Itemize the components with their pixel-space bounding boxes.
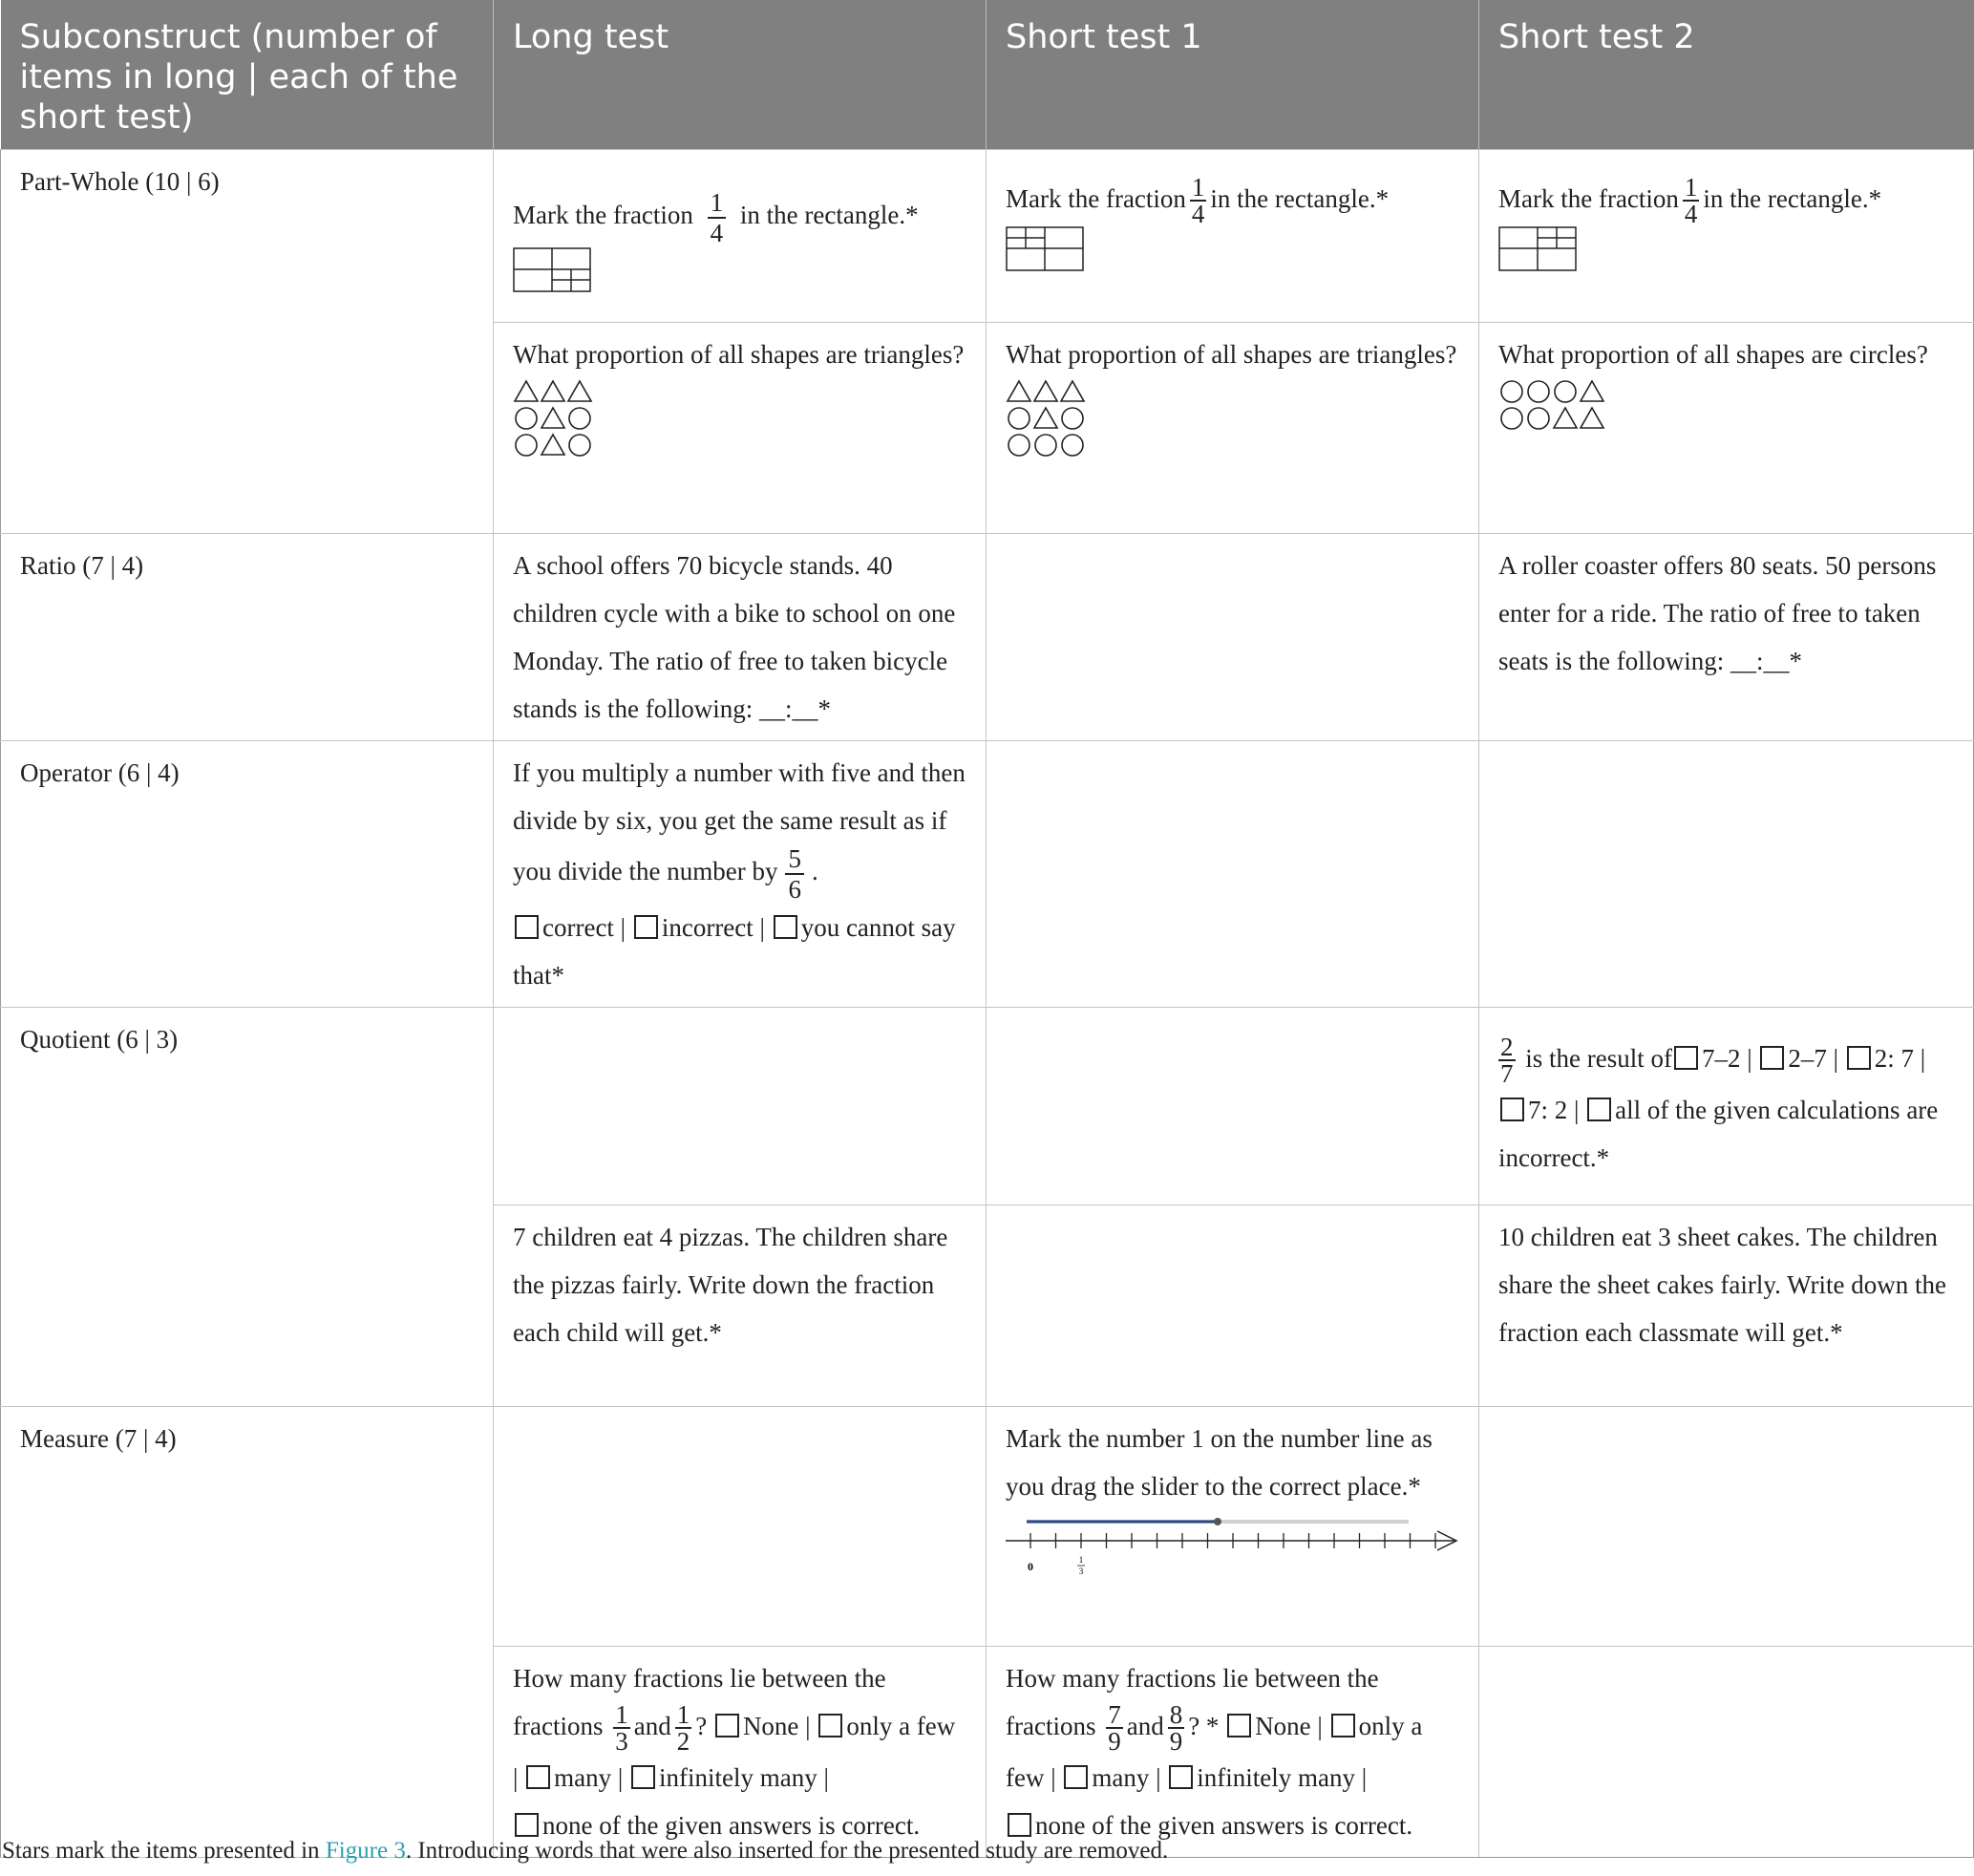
quotient-short2-sharing: 10 children eat 3 sheet cakes. The children share the sheet cakes fairly. Write down the fraction each classmate will get.* xyxy=(1479,1204,1974,1406)
fraction-one-third: $\frac{1}{3}$ xyxy=(615,1700,628,1757)
circle-icon xyxy=(1008,435,1029,456)
header-subconstruct: Subconstruct (number of items in long | each of the short test) xyxy=(1,0,494,149)
checkbox-none-correct[interactable] xyxy=(515,1813,539,1837)
header-row xyxy=(1,0,1974,149)
measure-long-empty xyxy=(494,1406,987,1646)
circle-icon xyxy=(569,435,590,456)
part-whole-long-rectangle: Mark the fraction $\frac{1}{4}$ in the rectangle.* xyxy=(494,149,987,322)
fraction-one-half: $\frac{1}{2}$ xyxy=(676,1700,690,1757)
header-long-test: Long test xyxy=(494,0,987,149)
checkbox-none[interactable] xyxy=(1227,1714,1251,1737)
number-line-zero: 0 xyxy=(1028,1559,1033,1573)
measure-short2-empty xyxy=(1479,1646,1974,1858)
quotient-long-empty xyxy=(494,1007,987,1204)
checkbox-correct[interactable] xyxy=(515,915,539,939)
triangle-icon xyxy=(541,435,564,455)
quotient-short1-empty xyxy=(987,1204,1479,1406)
table-caption: Stars mark the items presented in Figure 3. Introducing words that were also inserted for the presented study are removed. xyxy=(2,1838,1169,1864)
circle-icon xyxy=(516,435,537,456)
checkbox-7-div-2[interactable] xyxy=(1500,1098,1524,1121)
circle-icon xyxy=(1501,408,1522,429)
checkbox-only-a-few[interactable] xyxy=(818,1714,842,1737)
circle-icon xyxy=(1008,408,1029,429)
checkbox-infinitely-many[interactable] xyxy=(631,1765,655,1789)
quotient-label: Quotient (6 | 3) xyxy=(1,1007,494,1406)
operator-short1-empty xyxy=(987,740,1479,1007)
part-whole-label: Part-Whole (10 | 6) xyxy=(1,149,494,533)
measure-row-number-line xyxy=(1,1406,1974,1646)
header-short-test-1: Short test 1 xyxy=(987,0,1479,149)
number-line-third-num: 1 xyxy=(1078,1554,1084,1565)
checkbox-2-minus-7[interactable] xyxy=(1760,1046,1784,1070)
part-whole-long-shapes: What proportion of all shapes are triangles? xyxy=(494,322,987,533)
ratio-short1-empty xyxy=(987,533,1479,740)
operator-short2-empty xyxy=(1479,740,1974,1007)
fraction-eight-ninths: $\frac{8}{9}$ xyxy=(1169,1700,1183,1757)
checkbox-incorrect[interactable] xyxy=(634,915,658,939)
figure-3-link[interactable]: Figure 3 xyxy=(325,1838,406,1864)
ratio-short2: A roller coaster offers 80 seats. 50 persons enter for a ride. The ratio of free to taken seats is the following: __:__* xyxy=(1479,533,1974,740)
triangle-icon xyxy=(515,381,538,401)
ratio-long: A school offers 70 bicycle stands. 40 children cycle with a bike to school on one Monday. The ratio of free to taken bicycle stands is the following: __:__* xyxy=(494,533,987,740)
measure-label: Measure (7 | 4) xyxy=(1,1406,494,1858)
number-line-figure xyxy=(1006,1518,1464,1579)
measure-long-between: How many fractions lie between the fractions $\frac{1}{3}$ and $\frac{1}{2}$ ? None | only a few | many | infinitely many | none of the given answers is correct. xyxy=(494,1646,987,1858)
circle-icon xyxy=(1062,408,1083,429)
circle-icon xyxy=(1555,381,1576,402)
triangle-icon xyxy=(541,381,564,401)
circle-icon xyxy=(1501,381,1522,402)
checkbox-many[interactable] xyxy=(1064,1765,1088,1789)
circle-icon xyxy=(1528,408,1549,429)
circle-icon xyxy=(569,408,590,429)
quotient-row-division xyxy=(1,1007,1974,1204)
triangle-icon xyxy=(1034,381,1057,401)
circle-icon xyxy=(1062,435,1083,456)
part-whole-short2-shapes: What proportion of all shapes are circles? xyxy=(1479,322,1974,533)
triangle-icon xyxy=(1008,381,1030,401)
quotient-long-sharing: 7 children eat 4 pizzas. The children share the pizzas fairly. Write down the fraction each child will get.* xyxy=(494,1204,987,1406)
shape-grid xyxy=(1006,378,1092,464)
triangle-icon xyxy=(1581,408,1603,428)
rectangle-figure xyxy=(1006,226,1086,274)
fraction-one-quarter: $\frac{1}{4}$ xyxy=(1684,173,1698,229)
ratio-label: Ratio (7 | 4) xyxy=(1,533,494,740)
measure-short2-empty xyxy=(1479,1406,1974,1646)
checkbox-many[interactable] xyxy=(526,1765,550,1789)
shape-grid xyxy=(1498,378,1613,464)
operator-long: If you multiply a number with five and then divide by six, you get the same result as if you divide the number by $\frac{5}{6}$ . correct | incorrect | you cannot say that* xyxy=(494,740,987,1007)
checkbox-none-correct[interactable] xyxy=(1008,1813,1031,1837)
triangle-icon xyxy=(1554,408,1577,428)
part-whole-short1-rectangle: Mark the fraction $\frac{1}{4}$ in the rectangle.* xyxy=(987,149,1479,322)
checkbox-2-div-7[interactable] xyxy=(1847,1046,1871,1070)
checkbox-cannot-say[interactable] xyxy=(774,915,797,939)
checkbox-none[interactable] xyxy=(715,1714,739,1737)
fraction-one-quarter: $\frac{1}{4}$ xyxy=(1191,173,1205,229)
slider-handle[interactable] xyxy=(1214,1518,1221,1525)
quotient-short2-division: $\frac{2}{7}$ is the result of 7–2 | 2–7 | 2: 7 | 7: 2 | all of the given calculations are incorrect.* xyxy=(1479,1007,1974,1204)
checkbox-all-incorrect[interactable] xyxy=(1587,1098,1611,1121)
shape-grid xyxy=(513,378,599,464)
circle-icon xyxy=(516,408,537,429)
circle-icon xyxy=(1035,435,1056,456)
quotient-short1-empty xyxy=(987,1007,1479,1204)
operator-row xyxy=(1,740,1974,1007)
number-line-third-den: 3 xyxy=(1078,1566,1084,1576)
triangle-icon xyxy=(541,408,564,428)
triangle-icon xyxy=(1034,408,1057,428)
fraction-seven-ninths: $\frac{7}{9}$ xyxy=(1108,1700,1121,1757)
measure-short1-number-line: Mark the number 1 on the number line as you drag the slider to the correct place.* 0 1 3 xyxy=(987,1406,1479,1646)
fraction-five-sixths: $\frac{5}{6}$ xyxy=(785,844,804,904)
circle-icon xyxy=(1528,381,1549,402)
part-whole-short1-shapes: What proportion of all shapes are triangles? xyxy=(987,322,1479,533)
checkbox-7-minus-2[interactable] xyxy=(1674,1046,1698,1070)
part-whole-row-rectangle xyxy=(1,149,1974,322)
checkbox-only-a-few[interactable] xyxy=(1331,1714,1355,1737)
ratio-row xyxy=(1,533,1974,740)
triangle-icon xyxy=(1061,381,1084,401)
measure-short1-between: How many fractions lie between the fractions $\frac{7}{9}$ and $\frac{8}{9}$ ? * None | only a few | many | infinitely many | none of the given answers is correct. xyxy=(987,1646,1479,1858)
fraction-two-sevenths: $\frac{2}{7}$ xyxy=(1500,1033,1514,1089)
header-short-test-2: Short test 2 xyxy=(1479,0,1974,149)
triangle-icon xyxy=(568,381,591,401)
fraction-one-quarter: $\frac{1}{4}$ xyxy=(708,188,727,247)
rectangle-figure xyxy=(513,247,593,295)
rectangle-figure xyxy=(1498,226,1579,274)
triangle-icon xyxy=(1581,381,1603,401)
checkbox-infinitely-many[interactable] xyxy=(1169,1765,1193,1789)
part-whole-short2-rectangle: Mark the fraction $\frac{1}{4}$ in the rectangle.* xyxy=(1479,149,1974,322)
operator-label: Operator (6 | 4) xyxy=(1,740,494,1007)
